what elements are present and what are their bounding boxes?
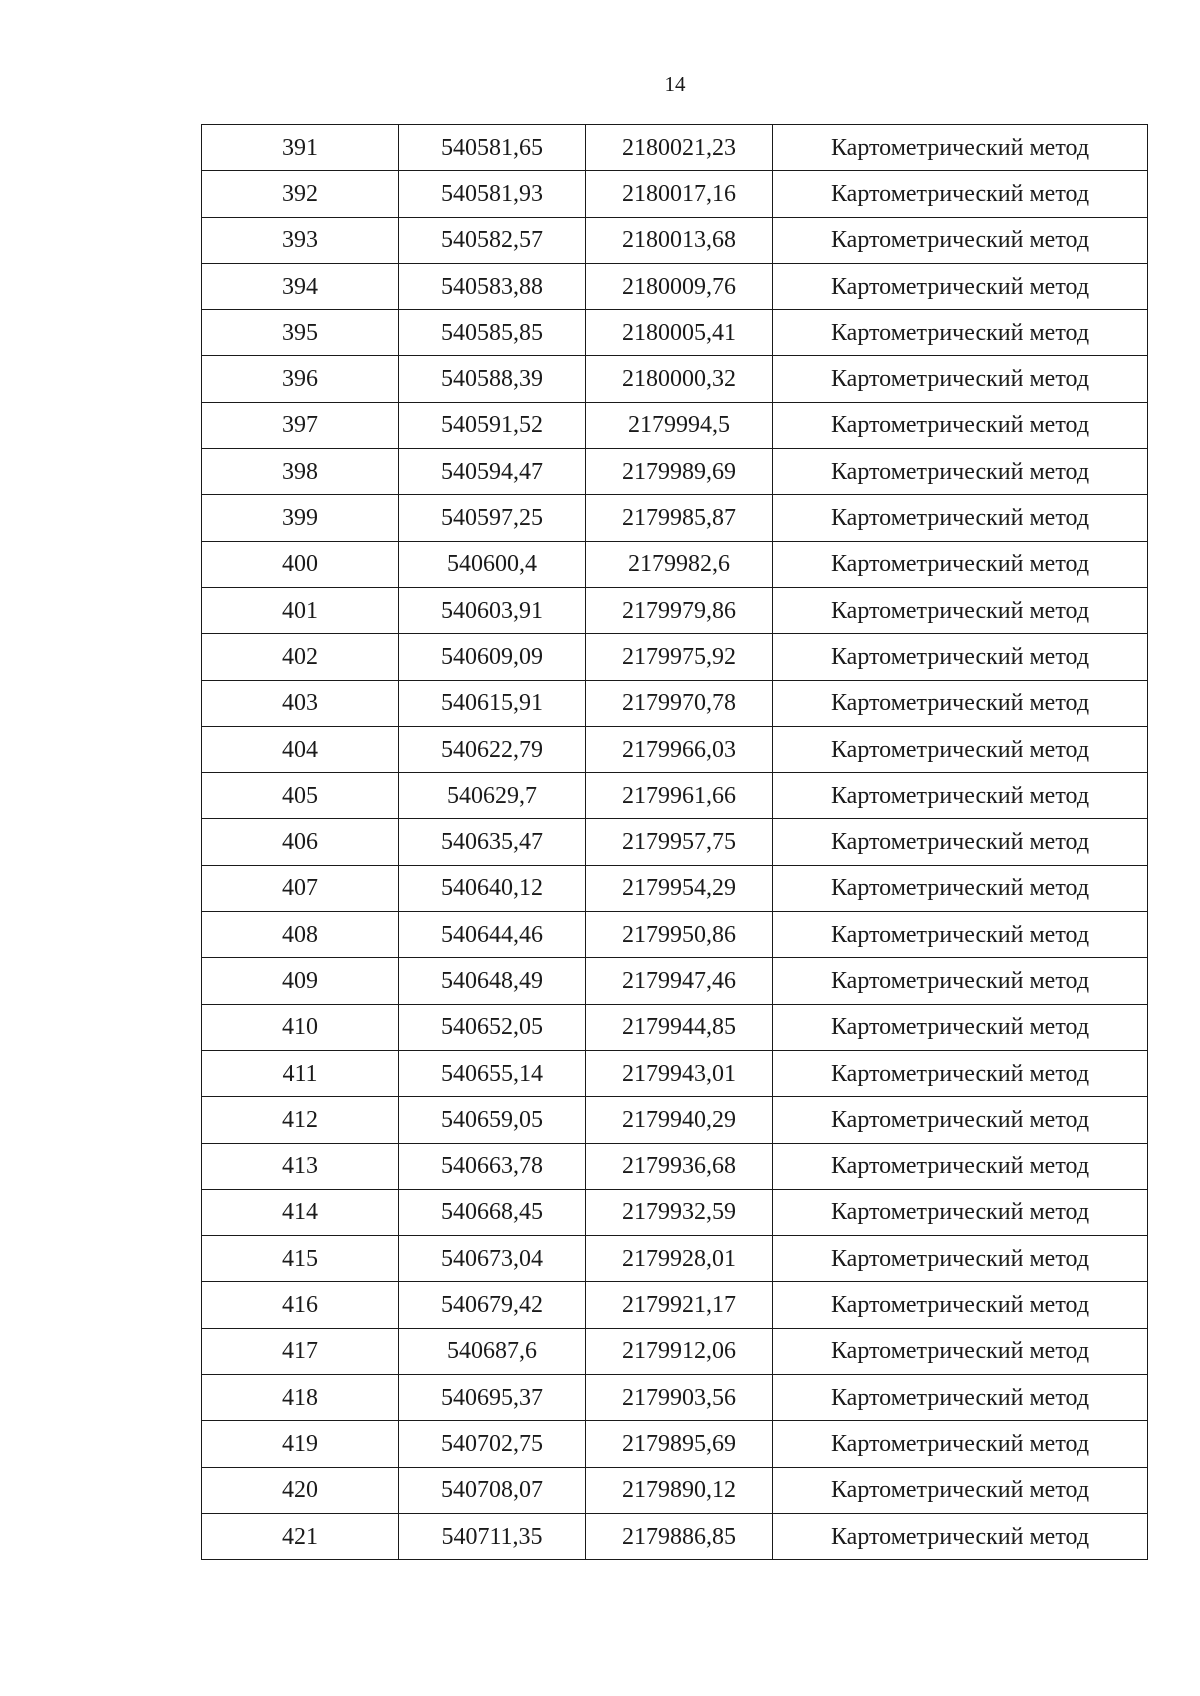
point-number-cell: 411 <box>202 1050 399 1096</box>
table-row <box>202 1375 1148 1421</box>
point-number-cell: 393 <box>202 217 399 263</box>
y-coordinate-cell: 2179970,78 <box>586 680 773 726</box>
table-row <box>202 912 1148 958</box>
y-coordinate-cell: 2179982,6 <box>586 541 773 587</box>
x-coordinate-cell: 540708,07 <box>399 1467 586 1513</box>
x-coordinate-cell: 540581,65 <box>399 125 586 171</box>
x-coordinate-cell: 540603,91 <box>399 587 586 633</box>
x-coordinate-cell: 540711,35 <box>399 1513 586 1559</box>
point-number-cell: 407 <box>202 865 399 911</box>
point-number-cell: 391 <box>202 125 399 171</box>
point-number-cell: 392 <box>202 171 399 217</box>
y-coordinate-cell: 2180017,16 <box>586 171 773 217</box>
x-coordinate-cell: 540582,57 <box>399 217 586 263</box>
table-row <box>202 680 1148 726</box>
y-coordinate-cell: 2179989,69 <box>586 449 773 495</box>
point-number-cell: 417 <box>202 1328 399 1374</box>
point-number-cell: 405 <box>202 773 399 819</box>
x-coordinate-cell: 540663,78 <box>399 1143 586 1189</box>
coordinates-table <box>201 124 1148 1560</box>
method-cell: Картометрический метод <box>773 263 1148 309</box>
table-row <box>202 217 1148 263</box>
method-cell: Картометрический метод <box>773 1467 1148 1513</box>
table-row <box>202 125 1148 171</box>
point-number-cell: 394 <box>202 263 399 309</box>
y-coordinate-cell: 2180021,23 <box>586 125 773 171</box>
method-cell: Картометрический метод <box>773 125 1148 171</box>
point-number-cell: 403 <box>202 680 399 726</box>
y-coordinate-cell: 2179940,29 <box>586 1097 773 1143</box>
y-coordinate-cell: 2179944,85 <box>586 1004 773 1050</box>
y-coordinate-cell: 2179921,17 <box>586 1282 773 1328</box>
x-coordinate-cell: 540659,05 <box>399 1097 586 1143</box>
table-row <box>202 1421 1148 1467</box>
method-cell: Картометрический метод <box>773 1097 1148 1143</box>
y-coordinate-cell: 2179886,85 <box>586 1513 773 1559</box>
x-coordinate-cell: 540640,12 <box>399 865 586 911</box>
method-cell: Картометрический метод <box>773 1328 1148 1374</box>
point-number-cell: 409 <box>202 958 399 1004</box>
x-coordinate-cell: 540609,09 <box>399 634 586 680</box>
table-row <box>202 1004 1148 1050</box>
table-row <box>202 1050 1148 1096</box>
method-cell: Картометрический метод <box>773 912 1148 958</box>
point-number-cell: 418 <box>202 1375 399 1421</box>
x-coordinate-cell: 540583,88 <box>399 263 586 309</box>
method-cell: Картометрический метод <box>773 495 1148 541</box>
table-row <box>202 1143 1148 1189</box>
y-coordinate-cell: 2179912,06 <box>586 1328 773 1374</box>
table-row <box>202 726 1148 772</box>
method-cell: Картометрический метод <box>773 541 1148 587</box>
x-coordinate-cell: 540673,04 <box>399 1236 586 1282</box>
method-cell: Картометрический метод <box>773 680 1148 726</box>
point-number-cell: 397 <box>202 402 399 448</box>
y-coordinate-cell: 2179943,01 <box>586 1050 773 1096</box>
x-coordinate-cell: 540591,52 <box>399 402 586 448</box>
point-number-cell: 400 <box>202 541 399 587</box>
point-number-cell: 414 <box>202 1189 399 1235</box>
point-number-cell: 402 <box>202 634 399 680</box>
y-coordinate-cell: 2179975,92 <box>586 634 773 680</box>
point-number-cell: 419 <box>202 1421 399 1467</box>
table-row <box>202 1282 1148 1328</box>
method-cell: Картометрический метод <box>773 449 1148 495</box>
x-coordinate-cell: 540594,47 <box>399 449 586 495</box>
y-coordinate-cell: 2179928,01 <box>586 1236 773 1282</box>
y-coordinate-cell: 2179890,12 <box>586 1467 773 1513</box>
method-cell: Картометрический метод <box>773 1513 1148 1559</box>
method-cell: Картометрический метод <box>773 819 1148 865</box>
point-number-cell: 421 <box>202 1513 399 1559</box>
method-cell: Картометрический метод <box>773 958 1148 1004</box>
y-coordinate-cell: 2180000,32 <box>586 356 773 402</box>
y-coordinate-cell: 2179994,5 <box>586 402 773 448</box>
method-cell: Картометрический метод <box>773 402 1148 448</box>
table-row <box>202 356 1148 402</box>
y-coordinate-cell: 2179947,46 <box>586 958 773 1004</box>
method-cell: Картометрический метод <box>773 356 1148 402</box>
point-number-cell: 420 <box>202 1467 399 1513</box>
method-cell: Картометрический метод <box>773 1282 1148 1328</box>
x-coordinate-cell: 540652,05 <box>399 1004 586 1050</box>
x-coordinate-cell: 540635,47 <box>399 819 586 865</box>
point-number-cell: 399 <box>202 495 399 541</box>
x-coordinate-cell: 540581,93 <box>399 171 586 217</box>
table-row <box>202 1328 1148 1374</box>
x-coordinate-cell: 540629,7 <box>399 773 586 819</box>
method-cell: Картометрический метод <box>773 1236 1148 1282</box>
point-number-cell: 416 <box>202 1282 399 1328</box>
method-cell: Картометрический метод <box>773 587 1148 633</box>
y-coordinate-cell: 2179895,69 <box>586 1421 773 1467</box>
y-coordinate-cell: 2180009,76 <box>586 263 773 309</box>
point-number-cell: 412 <box>202 1097 399 1143</box>
method-cell: Картометрический метод <box>773 310 1148 356</box>
method-cell: Картометрический метод <box>773 634 1148 680</box>
y-coordinate-cell: 2179903,56 <box>586 1375 773 1421</box>
x-coordinate-cell: 540600,4 <box>399 541 586 587</box>
table-row <box>202 865 1148 911</box>
x-coordinate-cell: 540695,37 <box>399 1375 586 1421</box>
table-row <box>202 310 1148 356</box>
table-row <box>202 1236 1148 1282</box>
table-row <box>202 541 1148 587</box>
point-number-cell: 415 <box>202 1236 399 1282</box>
method-cell: Картометрический метод <box>773 217 1148 263</box>
method-cell: Картометрический метод <box>773 865 1148 911</box>
table-row <box>202 263 1148 309</box>
x-coordinate-cell: 540702,75 <box>399 1421 586 1467</box>
y-coordinate-cell: 2179985,87 <box>586 495 773 541</box>
method-cell: Картометрический метод <box>773 1050 1148 1096</box>
table-row <box>202 171 1148 217</box>
y-coordinate-cell: 2179936,68 <box>586 1143 773 1189</box>
method-cell: Картометрический метод <box>773 1004 1148 1050</box>
table-row <box>202 587 1148 633</box>
point-number-cell: 406 <box>202 819 399 865</box>
method-cell: Картометрический метод <box>773 1375 1148 1421</box>
point-number-cell: 396 <box>202 356 399 402</box>
table-row <box>202 449 1148 495</box>
table-row <box>202 402 1148 448</box>
y-coordinate-cell: 2179961,66 <box>586 773 773 819</box>
table-row <box>202 1467 1148 1513</box>
point-number-cell: 410 <box>202 1004 399 1050</box>
method-cell: Картометрический метод <box>773 726 1148 772</box>
method-cell: Картометрический метод <box>773 1189 1148 1235</box>
y-coordinate-cell: 2179932,59 <box>586 1189 773 1235</box>
x-coordinate-cell: 540622,79 <box>399 726 586 772</box>
y-coordinate-cell: 2180013,68 <box>586 217 773 263</box>
point-number-cell: 408 <box>202 912 399 958</box>
method-cell: Картометрический метод <box>773 1421 1148 1467</box>
table-row <box>202 1189 1148 1235</box>
x-coordinate-cell: 540679,42 <box>399 1282 586 1328</box>
table-row <box>202 634 1148 680</box>
x-coordinate-cell: 540648,49 <box>399 958 586 1004</box>
y-coordinate-cell: 2179954,29 <box>586 865 773 911</box>
table-row <box>202 1513 1148 1559</box>
y-coordinate-cell: 2179979,86 <box>586 587 773 633</box>
y-coordinate-cell: 2179957,75 <box>586 819 773 865</box>
x-coordinate-cell: 540588,39 <box>399 356 586 402</box>
point-number-cell: 401 <box>202 587 399 633</box>
method-cell: Картометрический метод <box>773 171 1148 217</box>
method-cell: Картометрический метод <box>773 1143 1148 1189</box>
table-row <box>202 958 1148 1004</box>
point-number-cell: 413 <box>202 1143 399 1189</box>
table-row <box>202 819 1148 865</box>
coordinates-table-body <box>202 125 1148 1560</box>
method-cell: Картометрический метод <box>773 773 1148 819</box>
y-coordinate-cell: 2179950,86 <box>586 912 773 958</box>
x-coordinate-cell: 540687,6 <box>399 1328 586 1374</box>
x-coordinate-cell: 540615,91 <box>399 680 586 726</box>
table-row <box>202 1097 1148 1143</box>
x-coordinate-cell: 540597,25 <box>399 495 586 541</box>
point-number-cell: 404 <box>202 726 399 772</box>
x-coordinate-cell: 540585,85 <box>399 310 586 356</box>
table-row <box>202 773 1148 819</box>
x-coordinate-cell: 540655,14 <box>399 1050 586 1096</box>
x-coordinate-cell: 540668,45 <box>399 1189 586 1235</box>
y-coordinate-cell: 2180005,41 <box>586 310 773 356</box>
point-number-cell: 395 <box>202 310 399 356</box>
point-number-cell: 398 <box>202 449 399 495</box>
y-coordinate-cell: 2179966,03 <box>586 726 773 772</box>
x-coordinate-cell: 540644,46 <box>399 912 586 958</box>
page-number: 14 <box>664 72 686 96</box>
table-row <box>202 495 1148 541</box>
